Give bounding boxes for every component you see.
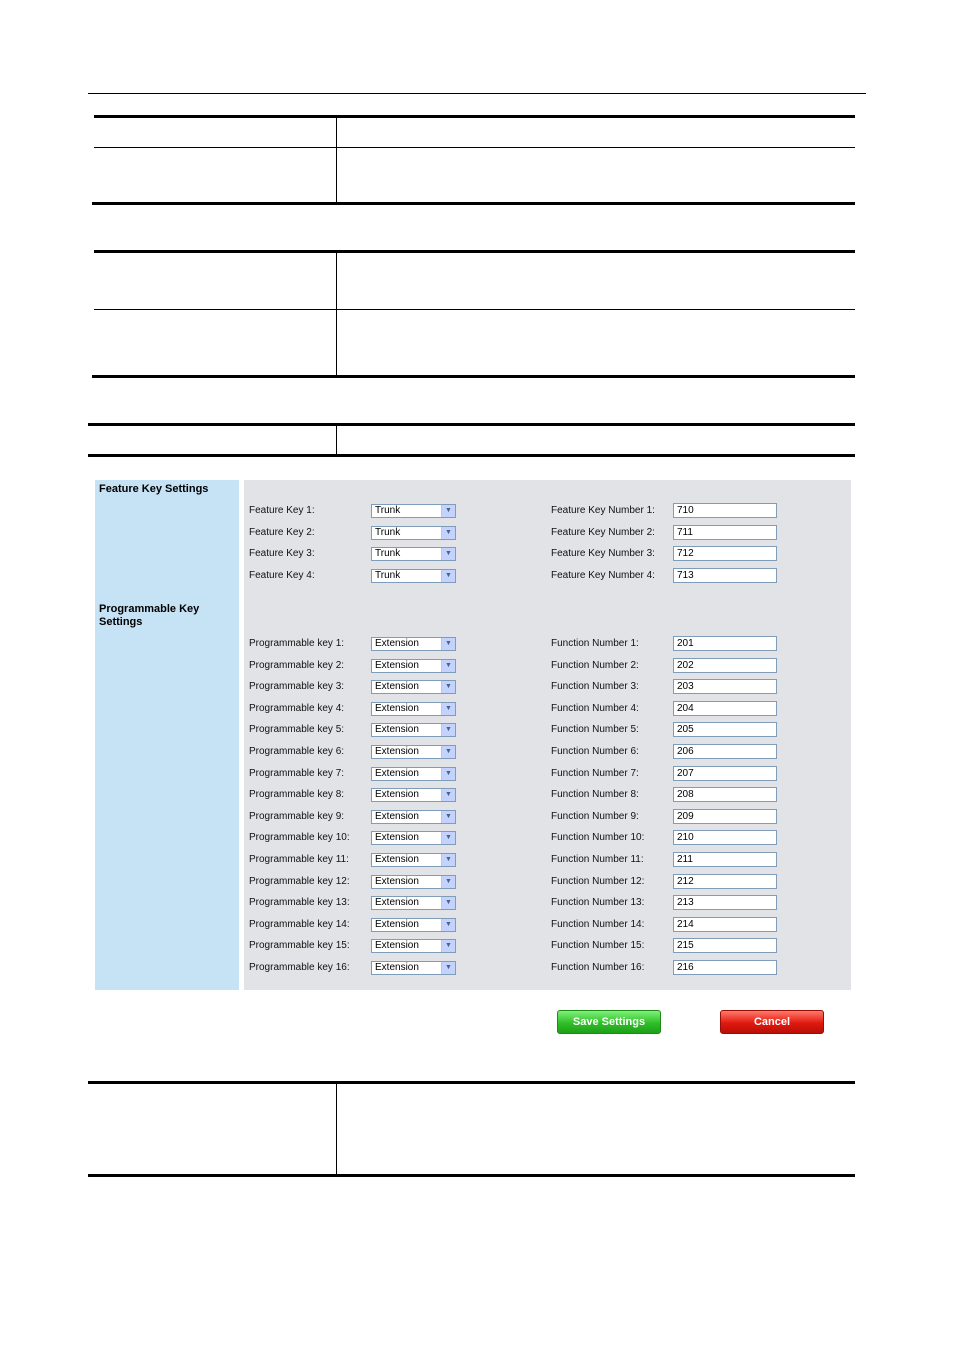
programmable-key-number-input[interactable]: 205 [673,722,777,737]
programmable-key-label: Programmable key 1: [249,638,345,649]
programmable-key-label: Programmable key 12: [249,875,350,887]
programmable-key-label: Programmable key 7: [249,767,345,779]
programmable-key-type-value: Extension [375,746,419,757]
programmable-key-number-input[interactable]: 211 [673,852,777,867]
programmable-key-type-select[interactable] [371,745,456,759]
feature-key-number-input[interactable]: 712 [673,546,777,561]
programmable-key-type-select[interactable] [371,939,456,953]
chevron-down-icon[interactable]: ▼ [441,548,455,560]
programmable-key-type-select[interactable] [371,853,456,867]
programmable-key-type-value: Extension [375,659,419,671]
programmable-key-type-select[interactable] [371,810,456,824]
feature-key-label: Feature Key 3: [249,548,315,560]
chevron-down-icon[interactable]: ▼ [441,746,455,758]
programmable-key-number-label: Function Number 13: [551,897,645,909]
programmable-key-label: Programmable key 5: [249,724,345,736]
programmable-key-label: Programmable key 2: [249,659,345,671]
programmable-key-type-value: Extension [375,854,419,865]
programmable-key-number-input[interactable]: 213 [673,895,777,910]
panel-sidebar [95,480,239,990]
chevron-down-icon[interactable]: ▼ [441,570,455,582]
programmable-key-number-label: Function Number 10: [551,832,645,844]
chevron-down-icon[interactable]: ▼ [441,919,455,931]
programmable-key-label: Programmable key 15: [249,940,350,952]
programmable-key-type-value: Extension [375,897,419,909]
programmable-key-number-input[interactable]: 210 [673,830,777,845]
chevron-down-icon[interactable]: ▼ [441,505,455,517]
chevron-down-icon[interactable]: ▼ [441,660,455,672]
programmable-key-label: Programmable key 11: [249,854,349,865]
table-column-divider [336,1084,337,1176]
programmable-key-label: Programmable key 4: [249,702,345,714]
programmable-key-number-label: Function Number 1: [551,638,639,649]
table-top-rule [88,423,855,426]
programmable-key-label: Programmable key 6: [249,746,345,757]
programmable-key-number-input[interactable]: 209 [673,809,777,824]
table-row-rule [94,309,855,310]
programmable-key-label: Programmable key 9: [249,810,345,822]
programmable-key-number-label: Function Number 5: [551,724,639,736]
programmable-key-type-value: Extension [375,962,419,973]
feature-key-label: Feature Key 2: [249,526,315,538]
table-column-divider [336,118,337,203]
programmable-key-type-value: Extension [375,875,419,887]
programmable-key-number-input[interactable]: 201 [673,636,777,651]
programmable-key-type-value: Extension [375,832,419,844]
table-bottom-rule [88,1174,855,1177]
programmable-key-type-value: Extension [375,810,419,822]
programmable-key-number-input[interactable]: 212 [673,874,777,889]
feature-key-type-value: Trunk [375,526,401,538]
programmable-key-number-input[interactable]: 215 [673,938,777,953]
chevron-down-icon[interactable]: ▼ [441,832,455,844]
programmable-key-type-select[interactable] [371,831,456,845]
programmable-key-label: Programmable key 14: [249,918,350,930]
programmable-key-type-value: Extension [375,638,419,649]
feature-key-number-label: Feature Key Number 2: [551,526,655,538]
programmable-key-number-input[interactable]: 203 [673,679,777,694]
feature-key-number-input[interactable]: 711 [673,525,777,540]
feature-key-type-select[interactable] [371,569,456,583]
chevron-down-icon[interactable]: ▼ [441,854,455,866]
programmable-key-number-label: Function Number 9: [551,810,639,822]
chevron-down-icon[interactable]: ▼ [441,940,455,952]
feature-key-type-value: Trunk [375,569,401,581]
feature-key-number-label: Feature Key Number 3: [551,548,655,560]
programmable-key-number-label: Function Number 11: [551,854,644,865]
programmable-key-type-value: Extension [375,767,419,779]
programmable-key-number-input[interactable]: 207 [673,766,777,781]
programmable-key-number-input[interactable]: 206 [673,744,777,759]
feature-key-settings-title: Feature Key Settings [99,483,209,495]
programmable-key-type-select[interactable] [371,896,456,910]
programmable-key-settings-title: Programmable Key Settings [99,603,200,628]
table-bottom-rule [92,375,855,378]
chevron-down-icon[interactable]: ▼ [441,811,455,823]
feature-key-label: Feature Key 1: [249,505,315,516]
chevron-down-icon[interactable]: ▼ [441,703,455,715]
programmable-key-number-label: Function Number 8: [551,789,639,801]
save-settings-button[interactable]: Save Settings [557,1010,661,1034]
programmable-key-type-value: Extension [375,681,419,693]
chevron-down-icon[interactable]: ▼ [441,962,455,974]
programmable-key-type-select[interactable] [371,680,456,694]
table-bottom-rule [88,454,855,457]
programmable-key-type-select[interactable] [371,767,456,781]
programmable-key-type-select[interactable] [371,702,456,716]
chevron-down-icon[interactable]: ▼ [441,681,455,693]
page-header-rule [88,93,866,94]
programmable-key-type-value: Extension [375,940,419,952]
programmable-key-type-select[interactable] [371,961,456,975]
chevron-down-icon[interactable]: ▼ [441,768,455,780]
programmable-key-label: Programmable key 3: [249,681,345,693]
table-top-rule [94,115,855,118]
cancel-button[interactable]: Cancel [720,1010,824,1034]
programmable-key-number-label: Function Number 4: [551,702,639,714]
programmable-key-type-value: Extension [375,918,419,930]
programmable-key-number-input[interactable]: 214 [673,917,777,932]
feature-key-type-value: Trunk [375,505,401,516]
programmable-key-number-label: Function Number 7: [551,767,639,779]
programmable-key-number-label: Function Number 14: [551,918,645,930]
programmable-key-type-select[interactable] [371,918,456,932]
programmable-key-number-input[interactable]: 202 [673,658,777,673]
programmable-key-type-value: Extension [375,789,419,801]
feature-key-type-select[interactable] [371,526,456,540]
programmable-key-label: Programmable key 13: [249,897,350,909]
table-column-divider [336,253,337,376]
programmable-key-type-value: Extension [375,724,419,736]
programmable-key-label: Programmable key 16: [249,962,350,973]
programmable-key-type-select[interactable] [371,788,456,802]
chevron-down-icon[interactable]: ▼ [441,724,455,736]
table-column-divider [336,426,337,455]
feature-key-number-label: Feature Key Number 4: [551,569,655,581]
table-top-rule [88,1081,855,1084]
programmable-key-number-input[interactable]: 216 [673,960,777,975]
programmable-key-number-label: Function Number 15: [551,940,645,952]
feature-key-label: Feature Key 4: [249,569,315,581]
programmable-key-number-label: Function Number 12: [551,875,645,887]
feature-key-type-select[interactable] [371,547,456,561]
feature-key-number-label: Feature Key Number 1: [551,505,655,516]
feature-key-type-value: Trunk [375,548,401,560]
programmable-key-number-label: Function Number 3: [551,681,639,693]
programmable-key-type-select[interactable] [371,659,456,673]
chevron-down-icon[interactable]: ▼ [441,527,455,539]
programmable-key-type-value: Extension [375,702,419,714]
chevron-down-icon[interactable]: ▼ [441,876,455,888]
chevron-down-icon[interactable]: ▼ [441,897,455,909]
table-top-rule [94,250,855,253]
programmable-key-number-input[interactable]: 204 [673,701,777,716]
feature-key-type-select[interactable] [371,504,456,518]
programmable-key-type-select[interactable] [371,875,456,889]
table-row-rule [94,147,855,148]
table-bottom-rule [92,202,855,205]
programmable-key-number-label: Function Number 16: [551,962,645,973]
chevron-down-icon[interactable]: ▼ [441,638,455,650]
feature-key-number-input[interactable]: 713 [673,568,777,583]
feature-key-number-input[interactable]: 710 [673,503,777,518]
programmable-key-label: Programmable key 8: [249,789,345,801]
programmable-key-label: Programmable key 10: [249,832,350,844]
chevron-down-icon[interactable]: ▼ [441,789,455,801]
programmable-key-number-label: Function Number 2: [551,659,639,671]
programmable-key-number-label: Function Number 6: [551,746,639,757]
programmable-key-type-select[interactable] [371,723,456,737]
programmable-key-number-input[interactable]: 208 [673,787,777,802]
programmable-key-type-select[interactable] [371,637,456,651]
